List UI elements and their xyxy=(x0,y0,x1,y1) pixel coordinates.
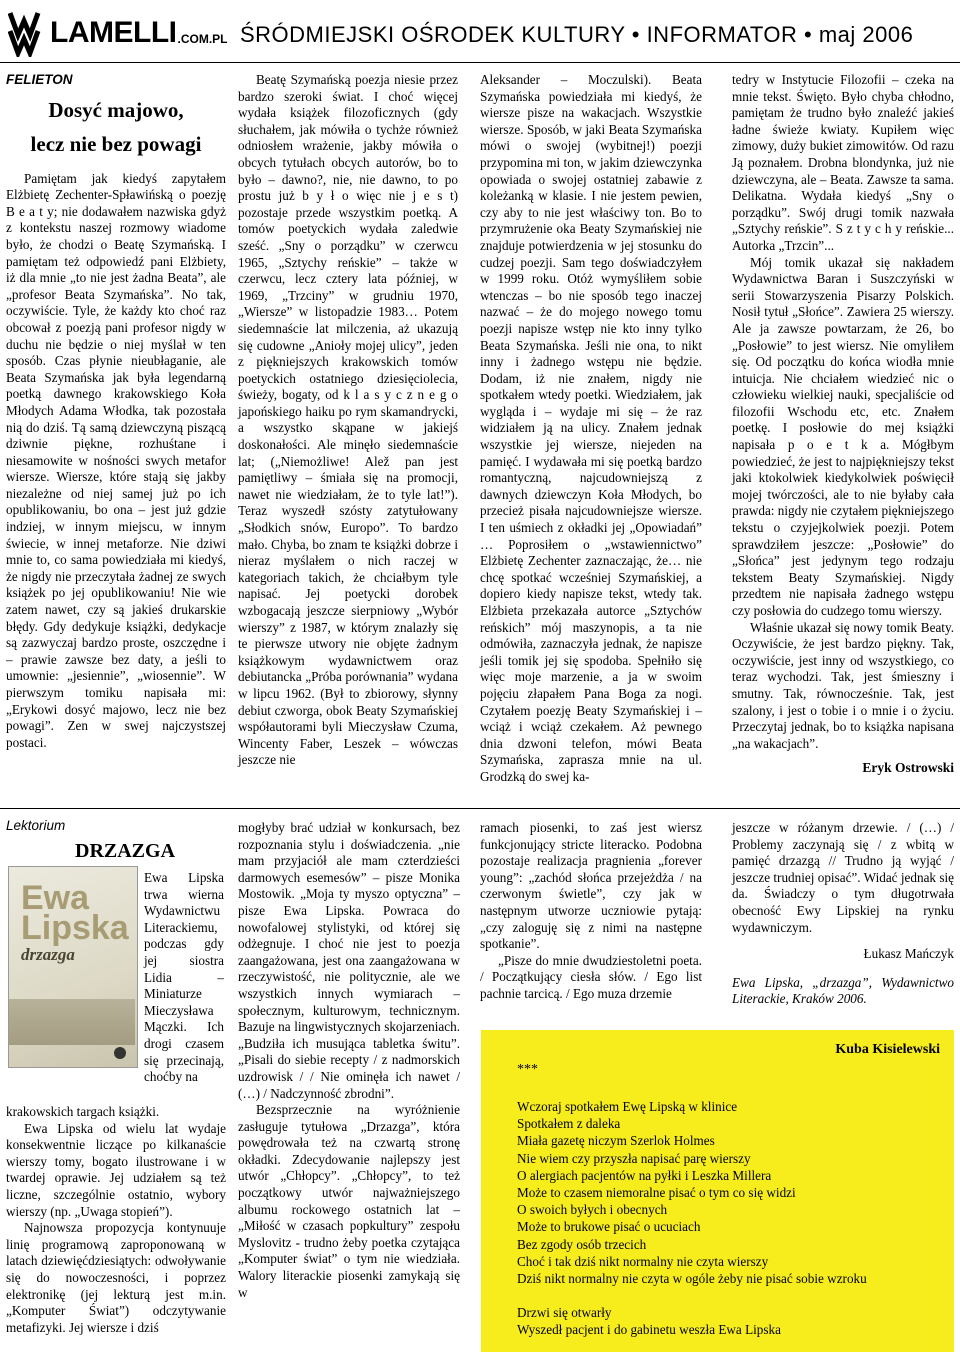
poem-line: Bez zgody osób trzecich xyxy=(517,1236,647,1252)
paragraph: Ewa Lipska trwa wierna Wydawnictwu Literackiemu, podczas gdy jej siostra Lidia – Miniaturze Mieczysława Mączki. Ich drogi czasem się przecinają, choćby na xyxy=(144,870,224,1085)
paragraph: Ewa Lipska od wielu lat wydaje konsekwentnie liczące po kilkanaście wierszy tomy, bogato ilustrowane i w twardej oprawie. Jej udziałem są też liczne, szczególnie ostatnio, wybory wierszy (np. „Uwaga stopień”). xyxy=(6,1120,226,1219)
feuilleton-column-3 xyxy=(480,72,702,786)
poem-line: O alergiach pacjentów na pyłki i Leszka Millera xyxy=(517,1167,772,1183)
paragraph: Beatę Szymańską poezja niesie przez bardzo szeroki świat. I choć więcej wydała książek filozoficznych (gdy słuchałem, jak mówiła o tychże również odniosłem wrażenie, jakby mówiła o obcych tytułach obcych autorów, bo to było – dawno?, nie, nie dawno, to po prostu już b y ł o więc nie j e s t) pozostaje przede wszystkim poetką. A tomów poetyckich wydała zaledwie sześć. „Sny o porządku” w czerwcu 1965, „Sztychy reńskie” – także w czerwcu, lecz cztery lata później, w 1969, „Trzciny” w grudniu 1970, „Wiersze” w listopadzie 1983… Potem siedemnaście lat milczenia, aż ukazują się cudowne „Anioły mojej ulicy”, jeden z piękniejszych krakowskich tomów poetyckich ostatniego dziesięciolecia, świeży, bogaty, od k l a s y c z n e g o japońskiego haiku po rym skamandrycki, a wszystko skąpane w jakiejś doskonałości. Ale minęło siedemnaście lat; („Niemożliwe! Alež pan jest pamiętliwy – śmiała się na promocji, nawet nie wiedziałam, że to tyle lat!”). Teraz wyszedł szósty zatytułowany „Słodkich snów, Europo”. To bardzo mało. Chyba, bo znam te książki dobrze i nieraz myślałem o nich raczej w kategoriach takich, że chciałbym tyle napisać. Jej poetycki dorobek wzbogacają jeszcze sierpniowy „Wybór wierszy” z 1987, w którym znalazły się te pierwsze utwory nie objęte żadnym książkowym wydawnictwem oraz debiutancka „Próba porównania” wydana w lipcu 1962. (Był to zbiorowy, słynny debiut czworga, obok Beaty Szymańskiej współautorami byli Mieczysław Czuma, Wincenty Faber, Leszek – wówczas jeszcze nie xyxy=(238,72,458,768)
page-header xyxy=(0,0,960,62)
poem-line: Spotkałem z daleka xyxy=(517,1116,621,1132)
poem-line: Nie wiem czy przyszła napisać parę wierszy xyxy=(517,1150,751,1166)
poem-line: O swoich byłych i obecnych xyxy=(517,1202,668,1218)
title-line-1: Dosyć majowo, xyxy=(48,97,184,122)
poem-line: Może to czasem niemoralne pisać o tym co się widzi xyxy=(517,1185,796,1201)
poem-box xyxy=(481,1030,954,1352)
feuilleton-column-4 xyxy=(732,72,954,777)
poem-line: Dziś nikt normalny nie czyta w ogóle żeby nie pisać sobie wzroku xyxy=(517,1271,867,1287)
stanza-gap xyxy=(517,1287,867,1304)
feuilleton-column-2 xyxy=(238,72,458,769)
paragraph: jeszcze w różanym drzewie. / (…) / Problemy zaczynają się / z wbitą w pamięć drzazgą // Trudno ją wyjąć / jeszcze trudniej opisać”. Widać jednak się da. Świadczy o tym długotrwała obecność Ewy Lipskiej na rynku wydawniczym. xyxy=(732,820,954,935)
logo-domain: .COM.PL xyxy=(177,32,228,46)
publisher-badge-icon xyxy=(114,1047,126,1059)
paragraph: krakowskich targach książki. xyxy=(6,1104,160,1119)
paragraph: mogłyby brać udział w konkursach, bez rozpoznania stylu i doświadczenia. „nie mam przyjaciół ale mam czterdzieści darmowych esemesów” – pisze Monika Mostowik. „Moja ty myszo optyczna” – pisze Ewa Lipska. Powraca do nowofalowej stylistyki, od której się odżegnuje. I choć nie jest to poezja zaangażowana, jest ona zaangażowana w rzeczywistość, nie politycznie, ale we wszystkich innych wymiarach – społecznym, kulturowym, technicznym. Bazuje na lingwistycznych skojarzeniach. „Budziła ich musująca tabletka świtu”. „Pisali do siebie recepty / z nadmorskich uzdrowisk / / Nie ominęła ich nawet / (…) / Nadczynność zbrodni”. xyxy=(238,820,460,1101)
poem-line: Wczoraj spotkałem Ewę Lipską w klinice xyxy=(517,1099,738,1114)
paragraph: Mój tomik ukazał się nakładem Wydawnictwa Baran i Suszczyński w serii Stowarzyszenia Pisarzy Polskich. Nosił tytuł „Słońce”. Zawiera 25 wierszy. Ale ja zawsze powtarzam, że 26, bo „Posłowie” to jest wiersz. Nie omyliłem się. Od początku do końca wiodła mnie intuicja. Nie chciałem wiedzieć nic o człowieku wielkiej nauki, specjaliście od filozofii Wschodu etc, etc. Znałem poetkę. I posłowie do mej książki napisała p o e t k a. Mógłbym powiedzieć, że jest to najpiękniejszy tekst jaki ktokolwiek kiedykolwiek poświęcił mojej twórczości, ale to nie byłaby cała prawda: nigdy nie czytałem piękniejszego tekstu o czyjejkolwiek poezji. Potem sprawdziłem jeszcze: „Posłowie” do „Słońca” jest jedynym tego rodzaju tekstem Beaty Szymańskiej. Nigdy przedtem nie napisała żadnego wstępu czy posłowia do cudzego tomu wierszy. xyxy=(732,254,954,618)
review-column-1 xyxy=(6,1104,226,1336)
header-divider xyxy=(0,62,960,63)
paragraph: Aleksander – Moczulski). Beata Szymańska powiedziała mi kiedyś, że wiersze pisze na wakacjach. Wszystkie wiersze. Sposób, w jaki Beata Szymańska mówi o swojej (wybitnej!) poezji przypomina mi ton, w jakim dziewczynka opowiada o swojej ostatniej zabawie z koleżanką w klasie. I nie jestem pewien, czy aby to nie jest właściwy ton. Bo to przymrużenie oka Beaty Szymańskiej nie znajduje potwierdzenia w jej stosunku do cudzej poezji. Sam tego doświadczyłem w 1999 roku. Otóż wymyśliłem sobie wtenczas – bo nie sposób tego inaczej nazwać – że do mojego nowego tomu poezji napisze wstęp nie kto inny tylko Beata Szymańska. Jeśli nie ona, to nikt inny i żadnego wstępu nie będzie. Dodam, iż nie znałem, nigdy nie spotkałem wtedy poetki. Wiedziałem, jak wygląda i – wydaje mi się – że raz widziałem ją na ulicy. Znałem jednak wszystkie jej wiersze, niejeden na pamięć. I wydawała mi się poetką bardzo romantyczną, najcudowniejszą z dawnych dziewczyn Koła Młodych, bo przecież pisała najcudowniejsze wiersze. I ten uśmiech z okładki jej „Opowiadań” … Poprosiłem o „wstawiennictwo” Elżbietę Zechenter zaznaczając, że… nie chcę spotkać wcześniej Szymańskiej, a dopiero kiedy napisze tekst, wtedy tak. Elżbieta przekazała autorce „Sztychów reńskich” mój maszynopis, a ta nie odmówiła, zaznaczyła jednak, że napisze jeśli tomik jej się spodoba. Spełniło się więc moje marzenie, a ja w swoim pojęciu złapałem Pana Boga za nogi. Czytałem poezję Beaty Szymańskiej i – wciąż i wciąż czekałem. Aż pewnego dnia dzwoni telefon, mówi Beata Szymańska, zaprasza mnie na ul. Grodzką do swej ka- xyxy=(480,72,702,784)
book-cover-stripe xyxy=(9,999,135,1045)
poem-line: Wyszedł pacjent i do gabinetu weszła Ewa Lipska xyxy=(517,1322,781,1338)
poem-author: Kuba Kisielewski xyxy=(835,1042,940,1057)
title-line-2: lecz nie bez powagi xyxy=(30,131,202,156)
section-divider xyxy=(0,808,960,809)
review-column-3 xyxy=(480,820,702,1003)
poem-line: Drzwi się otwarły xyxy=(517,1305,612,1321)
poem-lines xyxy=(517,1098,867,1339)
lamelli-w-icon xyxy=(8,9,48,57)
book-cover-image xyxy=(8,866,138,1068)
lamelli-logo[interactable] xyxy=(8,8,227,58)
poem-line: Choć i tak dziś nikt normalny nie czyta wierszy xyxy=(517,1253,769,1269)
paragraph: Bezsprzecznie na wyróżnienie zasługuje tytułowa „Drzazga”, która powędrowała też na czwartą stronę okładki. Zdecydowanie najlepszy jest utwór „Chłopcy”. „Chłopcy”, to też początkowy utwór najważniejszego albumu rockowego ostatnich lat – „Miłość w czasach popkultury” zespołu Myslovitz - trudno żeby poetka czytająca „Komputer świat” o tym nie wiedziała. Walory literackie piosenki zamykają się w xyxy=(238,1102,460,1300)
review-signature: Łukasz Mańczyk xyxy=(863,946,954,962)
section-label: FELIETON xyxy=(6,72,73,87)
review-title: DRZAZGA xyxy=(75,840,176,862)
review-wrap-text xyxy=(144,870,224,1086)
book-cover-author: Ewa Lipska xyxy=(21,879,129,947)
header-title: ŚRÓDMIEJSKI OŚRODEK KULTURY • INFORMATOR • maj 2006 xyxy=(240,22,914,47)
feuilleton-title xyxy=(6,93,226,161)
review-column-4 xyxy=(732,820,954,1008)
poem-line: Może to brukowe pisać o ucuciach xyxy=(517,1219,701,1235)
paragraph: tedry w Instytucie Filozofii – czeka na mnie tekst. Święto. Było chyba chłodno, pamiętam że trudno było znaleźć jakieś ładne świeże kwiaty. Kupiłem więc zimowy, duży bukiet zimowitów. Od razu Ją poznałem. Drobna blondynka, już nie dziewczyna, ale – Beata. Zawsze ta sama. Delikatna. Wydała kiedyś „Sny o porządku”. Swój drugi tomik nazwała „Sztychy reńskie”. S z t y c h y reńskie... Autorka „Trzcin”... xyxy=(732,72,954,253)
paragraph: Właśnie ukazał się nowy tomik Beaty. Oczywiście, że jest bardzo piękny. Tak, oczywiście, jest inny od wszystkiego, co teraz wychodzi. Tak, jest śmieszny i smutny. Tak, równocześnie. Tak, jest szalony, i jest o tobie i o mnie i o życiu. Przeczytaj jednak, bo to książka napisana „na wakacjach”. xyxy=(732,619,954,751)
review-column-2 xyxy=(238,820,460,1301)
paragraph: „Pisze do mnie dwudziestoletni poeta. / Początkujący ciesła słów. / Ego list pachnie tarcicą. / Ego muza drzemie xyxy=(480,952,702,1001)
review-section-label: Lektorium xyxy=(6,818,66,833)
poem-line: Miała gazetę niczym Szerlok Holmes xyxy=(517,1133,715,1149)
feuilleton-column-1 xyxy=(6,72,226,751)
book-citation: Ewa Lipska, „drzazga”, Wydawnictwo Literackie, Kraków 2006. xyxy=(732,974,954,1007)
poem-stars: *** xyxy=(517,1062,538,1077)
book-cover-title: drzazga xyxy=(21,945,75,964)
author-signature: Eryk Ostrowski xyxy=(862,760,954,776)
paragraph: ramach piosenki, to zaś jest wiersz funkcjonujący stricte literacko. Podobna pozostaje realizacja pragnienia „forever young”: „zachód słońca przejeżdża / na czerwonym świetle”, czy jak w następnym utworze uczniowie pytają: „czy zaloguję się z nimi na następne spotkanie”. xyxy=(480,820,702,952)
paragraph: Najnowsza propozycja kontynuuje linię programową zaproponowaną w latach dziewięćdziesiątych: odwoływanie się do nowoczesności, i poprzez elektronikę (jej lekturą jest m.in. „Komputer Świat”) odczytywanie metafizyki. Jej wiersze i dziś xyxy=(6,1220,226,1335)
paragraph: Pamiętam jak kiedyś zapytałem Elżbietę Zechenter-Spławińską o poezję B e a t y; nie dodawałem nazwiska gdyż z kontekstu naszej rozmowy wiadome było, że chodzi o Beatę Szymańską. I pamiętam też odpowiedź pani Elżbiety, iż dla mnie „to nie jest żadna Beata”, ale „profesor Beata Szymańska”. No tak, oczywiście. Tyle, że każdy kto choć raz obcował z poezją pani profesor nigdy w duchu nie będzie o niej myślał w ten sposób. Czas płynie nieubłaganie, ale Beata Szymańska jak była legendarną poetką dawnego krakowskiego Koła Młodych Adama Włodka, tak pozostała nią do dziś. Tą samą dziewczyną piszącą dziwnie piękne, rozhuśtane i niesamowite w nośności swych metafor wiersze. Wiersze, które stają się jakby niezależne od niej samej już po ich opublikowaniu, bo ona – jest już gdzie indziej, w innym miejscu, w innym świecie, w innej metaforze. Nie dziwi mnie to, co sama powiedziała mi kiedyś, że nigdy nie przeczytała żadnej ze swych książek po jej opublikowaniu! Nie wie zatem nawet, czy są jakieś drukarskie błędy. Gdy dedykuje książki, dedykacje są zazwyczaj bardzo proste, oszczędne i – prawie zawsze bez daty, a jeśli to umownie: „jesiennie”, „wiosennie”. W pierwszym tomiku napisała mi: „Erykowi dosyć majowo, lecz nie bez powagi”. Zen w swej najczystszej postaci. xyxy=(6,170,226,750)
logo-text: LAMELLI xyxy=(50,16,177,49)
